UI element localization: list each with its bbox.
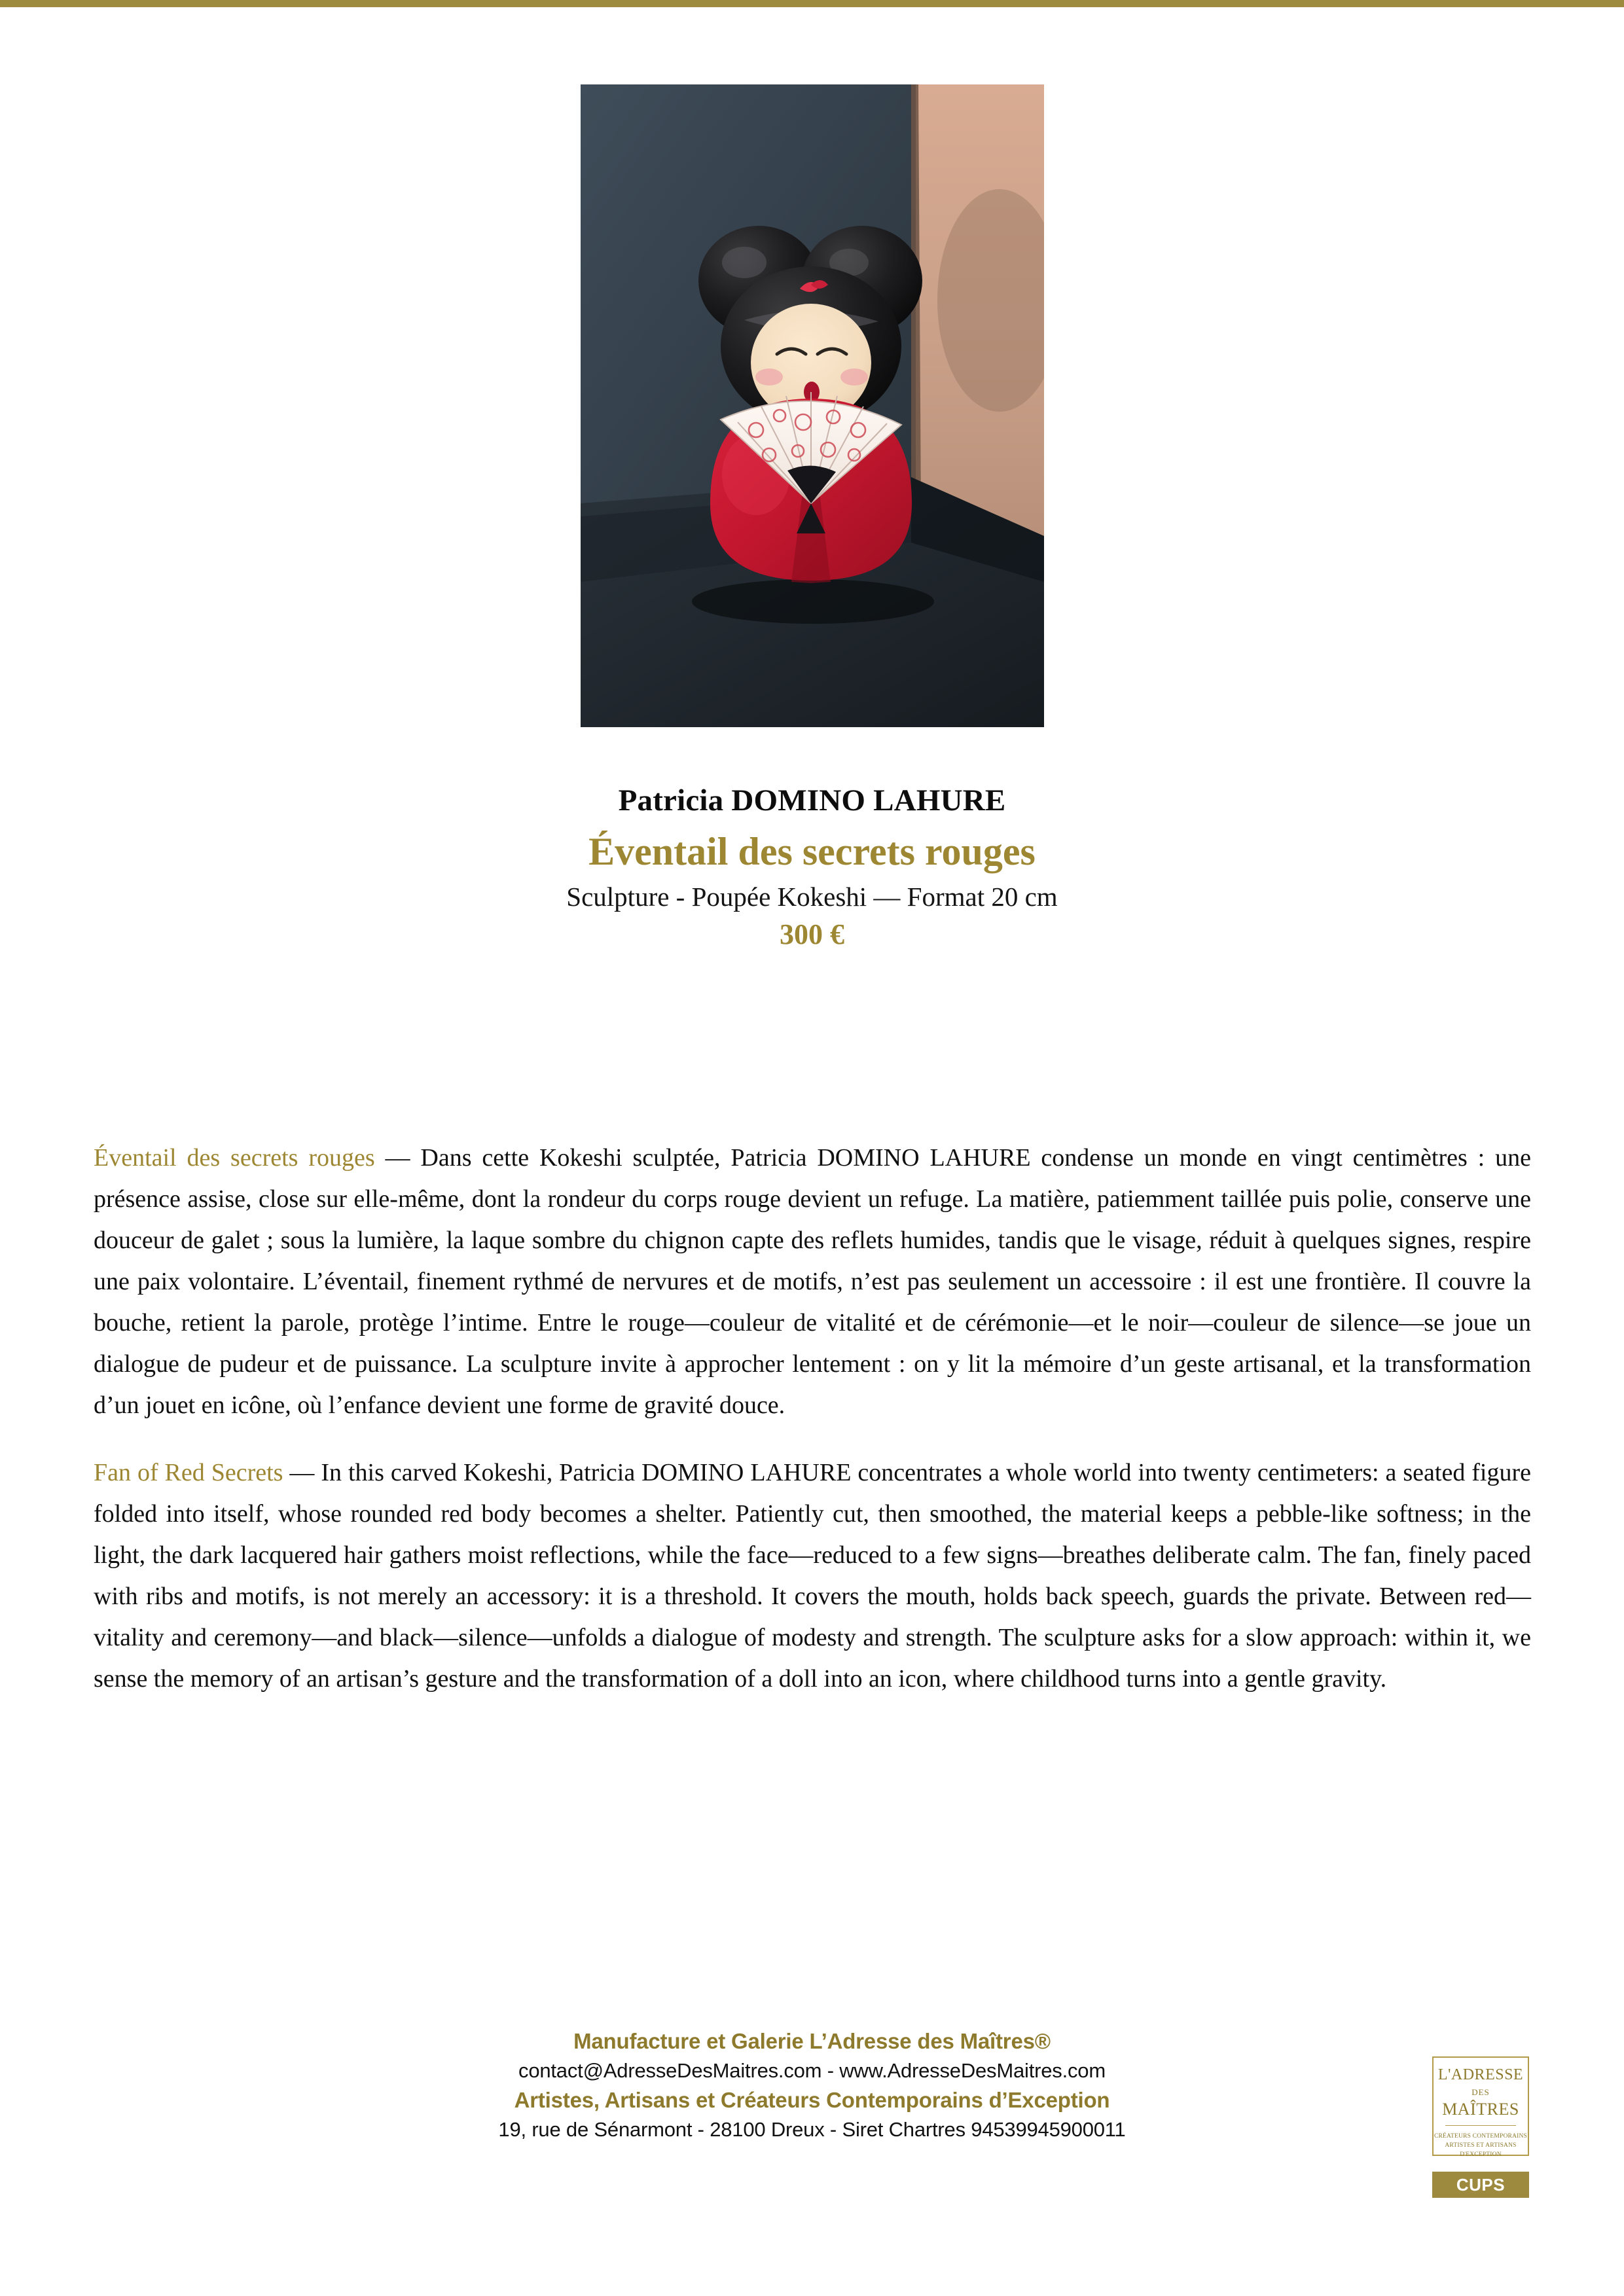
- page-title: Éventail des secrets rouges: [588, 829, 1036, 873]
- artist-name: Patricia DOMINO LAHURE: [618, 783, 1006, 817]
- footer-address: 19, rue de Sénarmont - 28100 Dreux - Siret Chartres 94539945900011: [498, 2118, 1126, 2141]
- artwork-subtitle: Sculpture - Poupée Kokeshi — Format 20 cm: [566, 881, 1058, 912]
- artwork-photo: [581, 84, 1044, 727]
- logo-subtitle-2: ARTISTES ET ARTISANS: [1445, 2142, 1517, 2149]
- adresse-des-maitres-logo: [1432, 2056, 1529, 2156]
- footer-contact[interactable]: contact@AdresseDesMaitres.com - www.AdresseDesMaitres.com: [518, 2059, 1106, 2082]
- logo-line-2: DES: [1471, 2087, 1490, 2097]
- artwork-price: 300 €: [780, 918, 844, 950]
- description-lead-en: Fan of Red Secrets: [94, 1459, 283, 1486]
- logo-subtitle-1: CRÉATEURS CONTEMPORAINS: [1434, 2133, 1528, 2140]
- footer-tagline: Artistes, Artisans et Créateurs Contemporains d’Exception: [514, 2088, 1110, 2112]
- description-body-fr: — Dans cette Kokeshi sculptée, Patricia DOMINO LAHURE condense un monde en vingt centimètres : une présence assise, close sur elle-même, dont la rondeur du corps rouge devient un refuge. La matière, patiemment taillée puis polie, conserve une douceur de galet ; sous la lumière, la laque sombre du chignon capte des reflets humides, tandis que le visage, réduit à quelques signes, respire une paix volontaire. L’éventail, finement rythmé de nervures et de motifs, n’est pas seulement un accessoire : il est une frontière. Il couvre la bouche, retient la parole, protège l’intime. Entre le rouge—couleur de vitalité et de cérémonie—et le noir—couleur de silence—se joue un dialogue de pudeur et de puissance. La sculpture invite à approcher lentement : on y lit la mémoire d’un geste artisanal, et la transformation d’un jouet en icône, où l’enfance devient une forme de gravité douce.: [94, 1144, 1531, 1419]
- logo-subtitle-3: D'EXCEPTION: [1460, 2151, 1502, 2158]
- description-paragraph-en: [94, 1452, 1531, 1700]
- description-paragraph-fr: [94, 1138, 1531, 1426]
- description-body-en: — In this carved Kokeshi, Patricia DOMINO LAHURE concentrates a whole world into twenty centimeters: a seated figure folded into itself, whose rounded red body becomes a shelter. Patiently cut, then smoothed, the material keeps a pebble-like softness; in the light, the dark lacquered hair gathers moist reflections, while the face—reduced to a few signs—breathes deliberate calm. The fan, finely paced with ribs and motifs, is not merely an accessory: it is a threshold. It covers the mouth, holds back speech, guards the private. Between red—vitality and ceremony—and black—silence—unfolds a dialogue of modesty and strength. The sculpture asks for a slow approach: within it, we sense the memory of an artisan’s gesture and the transformation of a doll into an icon, where childhood turns into a gentle gravity.: [94, 1459, 1531, 1693]
- artwork-title-block: [0, 784, 1624, 952]
- description-lead-fr: Éventail des secrets rouges: [94, 1144, 375, 1172]
- logo-divider: [1445, 2125, 1516, 2126]
- description-section: [94, 1138, 1531, 1700]
- logo-line-1: L'ADRESSE: [1437, 2066, 1524, 2083]
- page-footer: [0, 2026, 1624, 2144]
- logo-line-3: MAÎTRES: [1442, 2100, 1519, 2119]
- top-gold-rule: [0, 0, 1624, 7]
- cups-badge[interactable]: CUPS: [1432, 2172, 1529, 2198]
- footer-company-name: Manufacture et Galerie L’Adresse des Maîtres®: [573, 2029, 1051, 2053]
- kokeshi-doll-photo: [581, 84, 1044, 727]
